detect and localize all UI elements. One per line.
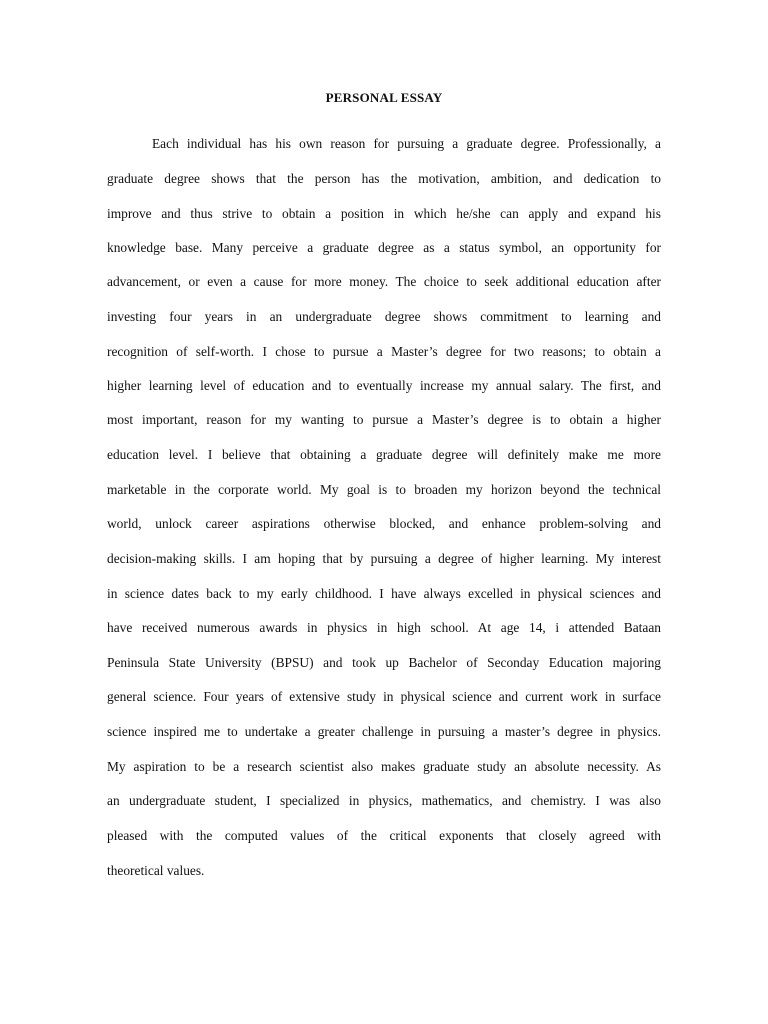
essay-line: education level. I believe that obtaining a graduate degree will definitely make me more <box>107 447 661 462</box>
document-title: PERSONAL ESSAY <box>325 90 443 105</box>
essay-line: marketable in the corporate world. My goal is to broaden my horizon beyond the technical <box>107 482 661 497</box>
essay-line: world, unlock career aspirations otherwise blocked, and enhance problem-solving and <box>107 516 661 531</box>
essay-line: Each individual has his own reason for pursuing a graduate degree. Professionally, a <box>152 136 661 151</box>
essay-line: My aspiration to be a research scientist also makes graduate study an absolute necessity. As <box>107 759 661 774</box>
essay-line: recognition of self-worth. I chose to pursue a Master’s degree for two reasons; to obtain a <box>107 344 661 359</box>
essay-line: pleased with the computed values of the critical exponents that closely agreed with <box>107 828 661 843</box>
essay-line: in science dates back to my early childhood. I have always excelled in physical sciences and <box>107 586 661 601</box>
essay-line: decision-making skills. I am hoping that by pursuing a degree of higher learning. My interest <box>107 551 661 566</box>
essay-line: improve and thus strive to obtain a position in which he/she can apply and expand his <box>107 206 661 221</box>
essay-line: most important, reason for my wanting to pursue a Master’s degree is to obtain a higher <box>107 412 661 427</box>
essay-line: graduate degree shows that the person has the motivation, ambition, and dedication to <box>107 171 661 186</box>
essay-line: higher learning level of education and to eventually increase my annual salary. The first, and <box>107 378 661 393</box>
essay-line: an undergraduate student, I specialized in physics, mathematics, and chemistry. I was also <box>107 793 661 808</box>
essay-line: Peninsula State University (BPSU) and took up Bachelor of Seconday Education majoring <box>107 655 661 670</box>
essay-line: have received numerous awards in physics in high school. At age 14, i attended Bataan <box>107 620 661 635</box>
essay-line: investing four years in an undergraduate degree shows commitment to learning and <box>107 309 661 324</box>
essay-line: knowledge base. Many perceive a graduate degree as a status symbol, an opportunity for <box>107 240 661 255</box>
essay-line: science inspired me to undertake a greater challenge in pursuing a master’s degree in physics. <box>107 724 661 739</box>
essay-line: theoretical values. <box>107 863 205 878</box>
essay-line: advancement, or even a cause for more money. The choice to seek additional education after <box>107 274 661 289</box>
essay-line: general science. Four years of extensive study in physical science and current work in surface <box>107 689 661 704</box>
